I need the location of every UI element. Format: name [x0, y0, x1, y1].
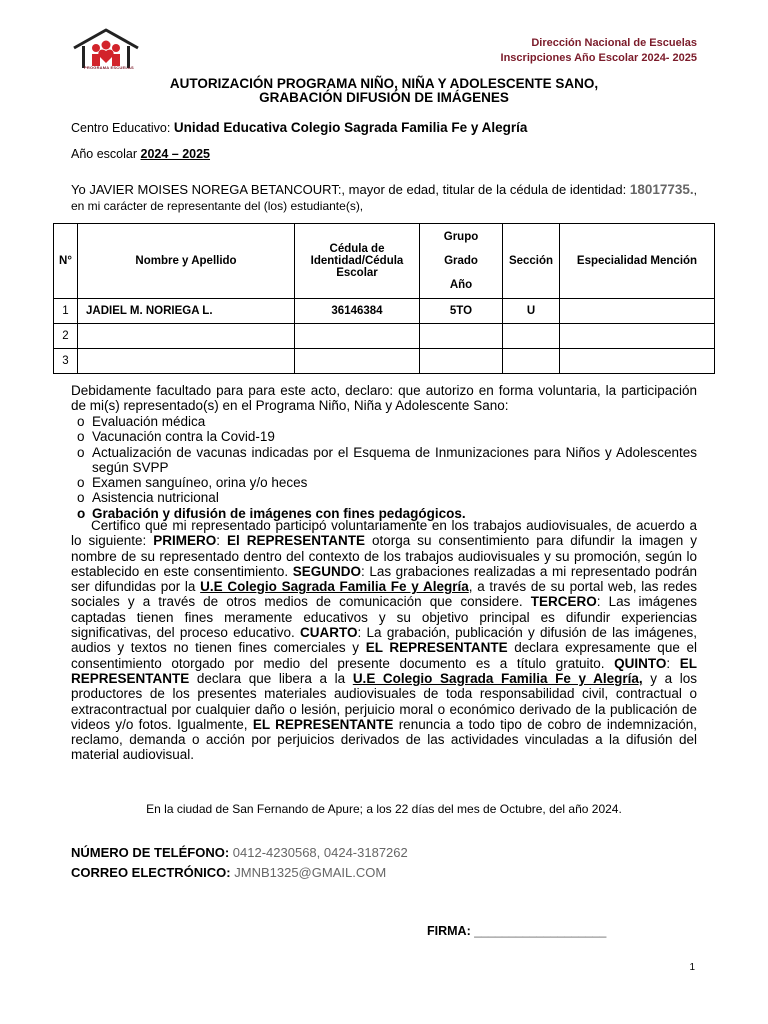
- certification-paragraph: [71, 518, 697, 763]
- cell-cedula: 36146384: [295, 299, 420, 324]
- school-name: U.E Colegio Sagrada Familia Fe y Alegría,: [352, 670, 643, 686]
- cell-nombre: JADIEL M. NORIEGA L.: [78, 299, 295, 324]
- clause-quinto: QUINTO: [614, 655, 667, 671]
- header-grupo: [420, 224, 503, 299]
- cell-num: 2: [54, 324, 78, 349]
- correo-label: CORREO ELECTRÓNICO:: [71, 865, 231, 880]
- cell-seccion: [503, 349, 560, 374]
- clause-cuarto: CUARTO: [300, 625, 358, 641]
- cell-nombre: [78, 349, 295, 374]
- centro-value: Unidad Educativa Colegio Sagrada Familia Fe y Alegría: [173, 120, 528, 135]
- centro-educativo: [71, 120, 527, 135]
- header-nombre: Nombre y Apellido: [78, 224, 295, 299]
- city-date-line: En la ciudad de San Fernando de Apure; a los 22 días del mes de Octubre, del año 2024.: [146, 802, 622, 816]
- clause-primero: PRIMERO: [153, 533, 217, 549]
- body-text: :: [666, 655, 680, 671]
- body-text: :: [216, 533, 227, 549]
- cell-grado: [420, 349, 503, 374]
- cell-especialidad: [560, 349, 715, 374]
- body-text: : Las imágenes captadas tienen fines meramente educativos y su objetivo principal es difundir experiencias significativas, del proceso educativo.: [71, 594, 698, 641]
- declaracion-paragraph: Debidamente facultado para para este acto, declaro: que autorizo en forma voluntaria, la participación de mi(s) representado(s) en el Programa Niño, Niña y Adolescente Sano:: [71, 383, 697, 414]
- header-num: N°: [54, 224, 78, 299]
- header-seccion: Sección: [503, 224, 560, 299]
- table-header-row: [54, 224, 715, 299]
- cell-nombre: [78, 324, 295, 349]
- el-representante: El REPRESENTANTE: [227, 533, 365, 549]
- body-text: declara que libera a la: [189, 670, 353, 686]
- org-line1: Dirección Nacional de Escuelas: [531, 37, 697, 49]
- school-name: U.E Colegio Sagrada Familia Fe y Alegría: [200, 579, 469, 595]
- cell-grado: [420, 324, 503, 349]
- body-text: otorga su consentimiento para difundir la imagen y nombre de su representado dentro del contexto de los trabajos audiovisuales y su promoción, según lo establecido en este consentimiento.: [71, 533, 697, 579]
- title-line2: GRABACIÓN DIFUSIÓN DE IMÁGENES: [259, 90, 509, 105]
- body-text: declara expresamente que el consentimiento otorgado por medio del presente documento es a título gratuito.: [71, 640, 697, 671]
- list-item: o Evaluación médica: [77, 414, 697, 429]
- cell-grado: 5TO: [420, 299, 503, 324]
- list-item: o Vacunación contra la Covid-19: [77, 429, 697, 444]
- anio-escolar: [71, 147, 210, 161]
- body-text: , a través de su portal web, las redes sociales y a través de otros medios de comunicación que considere.: [71, 579, 698, 610]
- document-title: [0, 77, 768, 105]
- el-representante: EL REPRESENTANTE: [365, 640, 508, 656]
- anio-label: Año escolar: [71, 147, 138, 161]
- title-line1: AUTORIZACIÓN PROGRAMA NIÑO, NIÑA Y ADOLESCENTE SANO,: [169, 76, 599, 91]
- cell-num: 3: [54, 349, 78, 374]
- students-table: [53, 223, 715, 374]
- list-item: o Actualización de vacunas indicadas por el Esquema de Inmunizaciones para Niños y Adolescentes según SVPP: [77, 445, 697, 476]
- cell-seccion: U: [503, 299, 560, 324]
- table-row: [54, 324, 715, 349]
- body-text: Certifico que mi representado participó voluntariamente en los trabajos audiovisuales, de acuerdo a lo siguiente:: [71, 518, 697, 549]
- header-grupo-3: Año: [449, 279, 473, 291]
- clause-segundo: SEGUNDO: [292, 563, 361, 579]
- body-text: : Las grabaciones realizadas a mi representado podrán ser difundidas por la: [71, 563, 698, 595]
- cell-cedula: [295, 324, 420, 349]
- intro-text-2: , en mi carácter de representante del (los) estudiante(s),: [71, 183, 697, 214]
- authorization-list: [77, 414, 697, 521]
- clause-tercero: TERCERO: [530, 594, 597, 610]
- signature-line: [427, 924, 606, 938]
- list-item: o Examen sanguíneo, orina y/o heces: [77, 475, 697, 490]
- el-representante: EL REPRESENTANTE: [252, 716, 394, 732]
- header-cedula: Cédula de Identidad/Cédula Escolar: [295, 224, 420, 299]
- cell-especialidad: [560, 299, 715, 324]
- centro-label: Centro Educativo:: [71, 121, 171, 135]
- cell-seccion: [503, 324, 560, 349]
- firma-label: FIRMA:: [427, 924, 471, 938]
- anio-value: 2024 – 2025: [140, 147, 211, 161]
- table-row: [54, 349, 715, 374]
- intro-paragraph: [71, 182, 697, 215]
- telefono-label: NÚMERO DE TELÉFONO:: [71, 845, 230, 860]
- body-text: y a los productores de los presentes materiales audiovisuales de toda responsabilidad civil, contractual o extracontractual por cualquier daño o lesión, perjuicio moral o económico derivado de la publicación de videos y/o fotos. Igualmente,: [71, 670, 697, 732]
- correo-value: JMNB1325@GMAIL.COM: [234, 865, 387, 880]
- body-text: renuncia a todo tipo de cobro de indemnización, reclamo, demanda o acción por perjuicios derivados de las actividades vinculadas a la difusión del material audiovisual.: [71, 716, 697, 763]
- table-row: [54, 299, 715, 324]
- logo-text: PROGRAMA ESCUELAS: [84, 65, 134, 70]
- intro-cedula: 18017735.: [629, 182, 694, 197]
- telefono-line: [71, 845, 408, 860]
- correo-line: [71, 865, 386, 880]
- cell-num: 1: [54, 299, 78, 324]
- header-organization: [501, 36, 697, 66]
- list-item: o Grabación y difusión de imágenes con fines pedagógicos.: [77, 506, 697, 521]
- el-representante: EL REPRESENTANTE: [71, 655, 697, 686]
- list-item: o Asistencia nutricional: [77, 490, 697, 505]
- header-especialidad: Especialidad Mención: [560, 224, 715, 299]
- org-line2: Inscripciones Año Escolar 2024- 2025: [500, 52, 697, 64]
- page-number: 1: [689, 962, 695, 973]
- cell-especialidad: [560, 324, 715, 349]
- body-text: : La grabación, publicación y difusión de las imágenes, audios y textos no tienen fines comerciales y: [71, 625, 697, 656]
- telefono-value: 0412-4230568, 0424-3187262: [232, 845, 408, 860]
- header-grupo-1: Grupo: [443, 231, 479, 243]
- firma-blank: ___________________: [474, 924, 607, 938]
- intro-text-1: Yo JAVIER MOISES NOREGA BETANCOURT:, mayor de edad, titular de la cédula de identidad:: [71, 182, 627, 197]
- cell-cedula: [295, 349, 420, 374]
- header-grupo-2: Grado: [444, 255, 478, 267]
